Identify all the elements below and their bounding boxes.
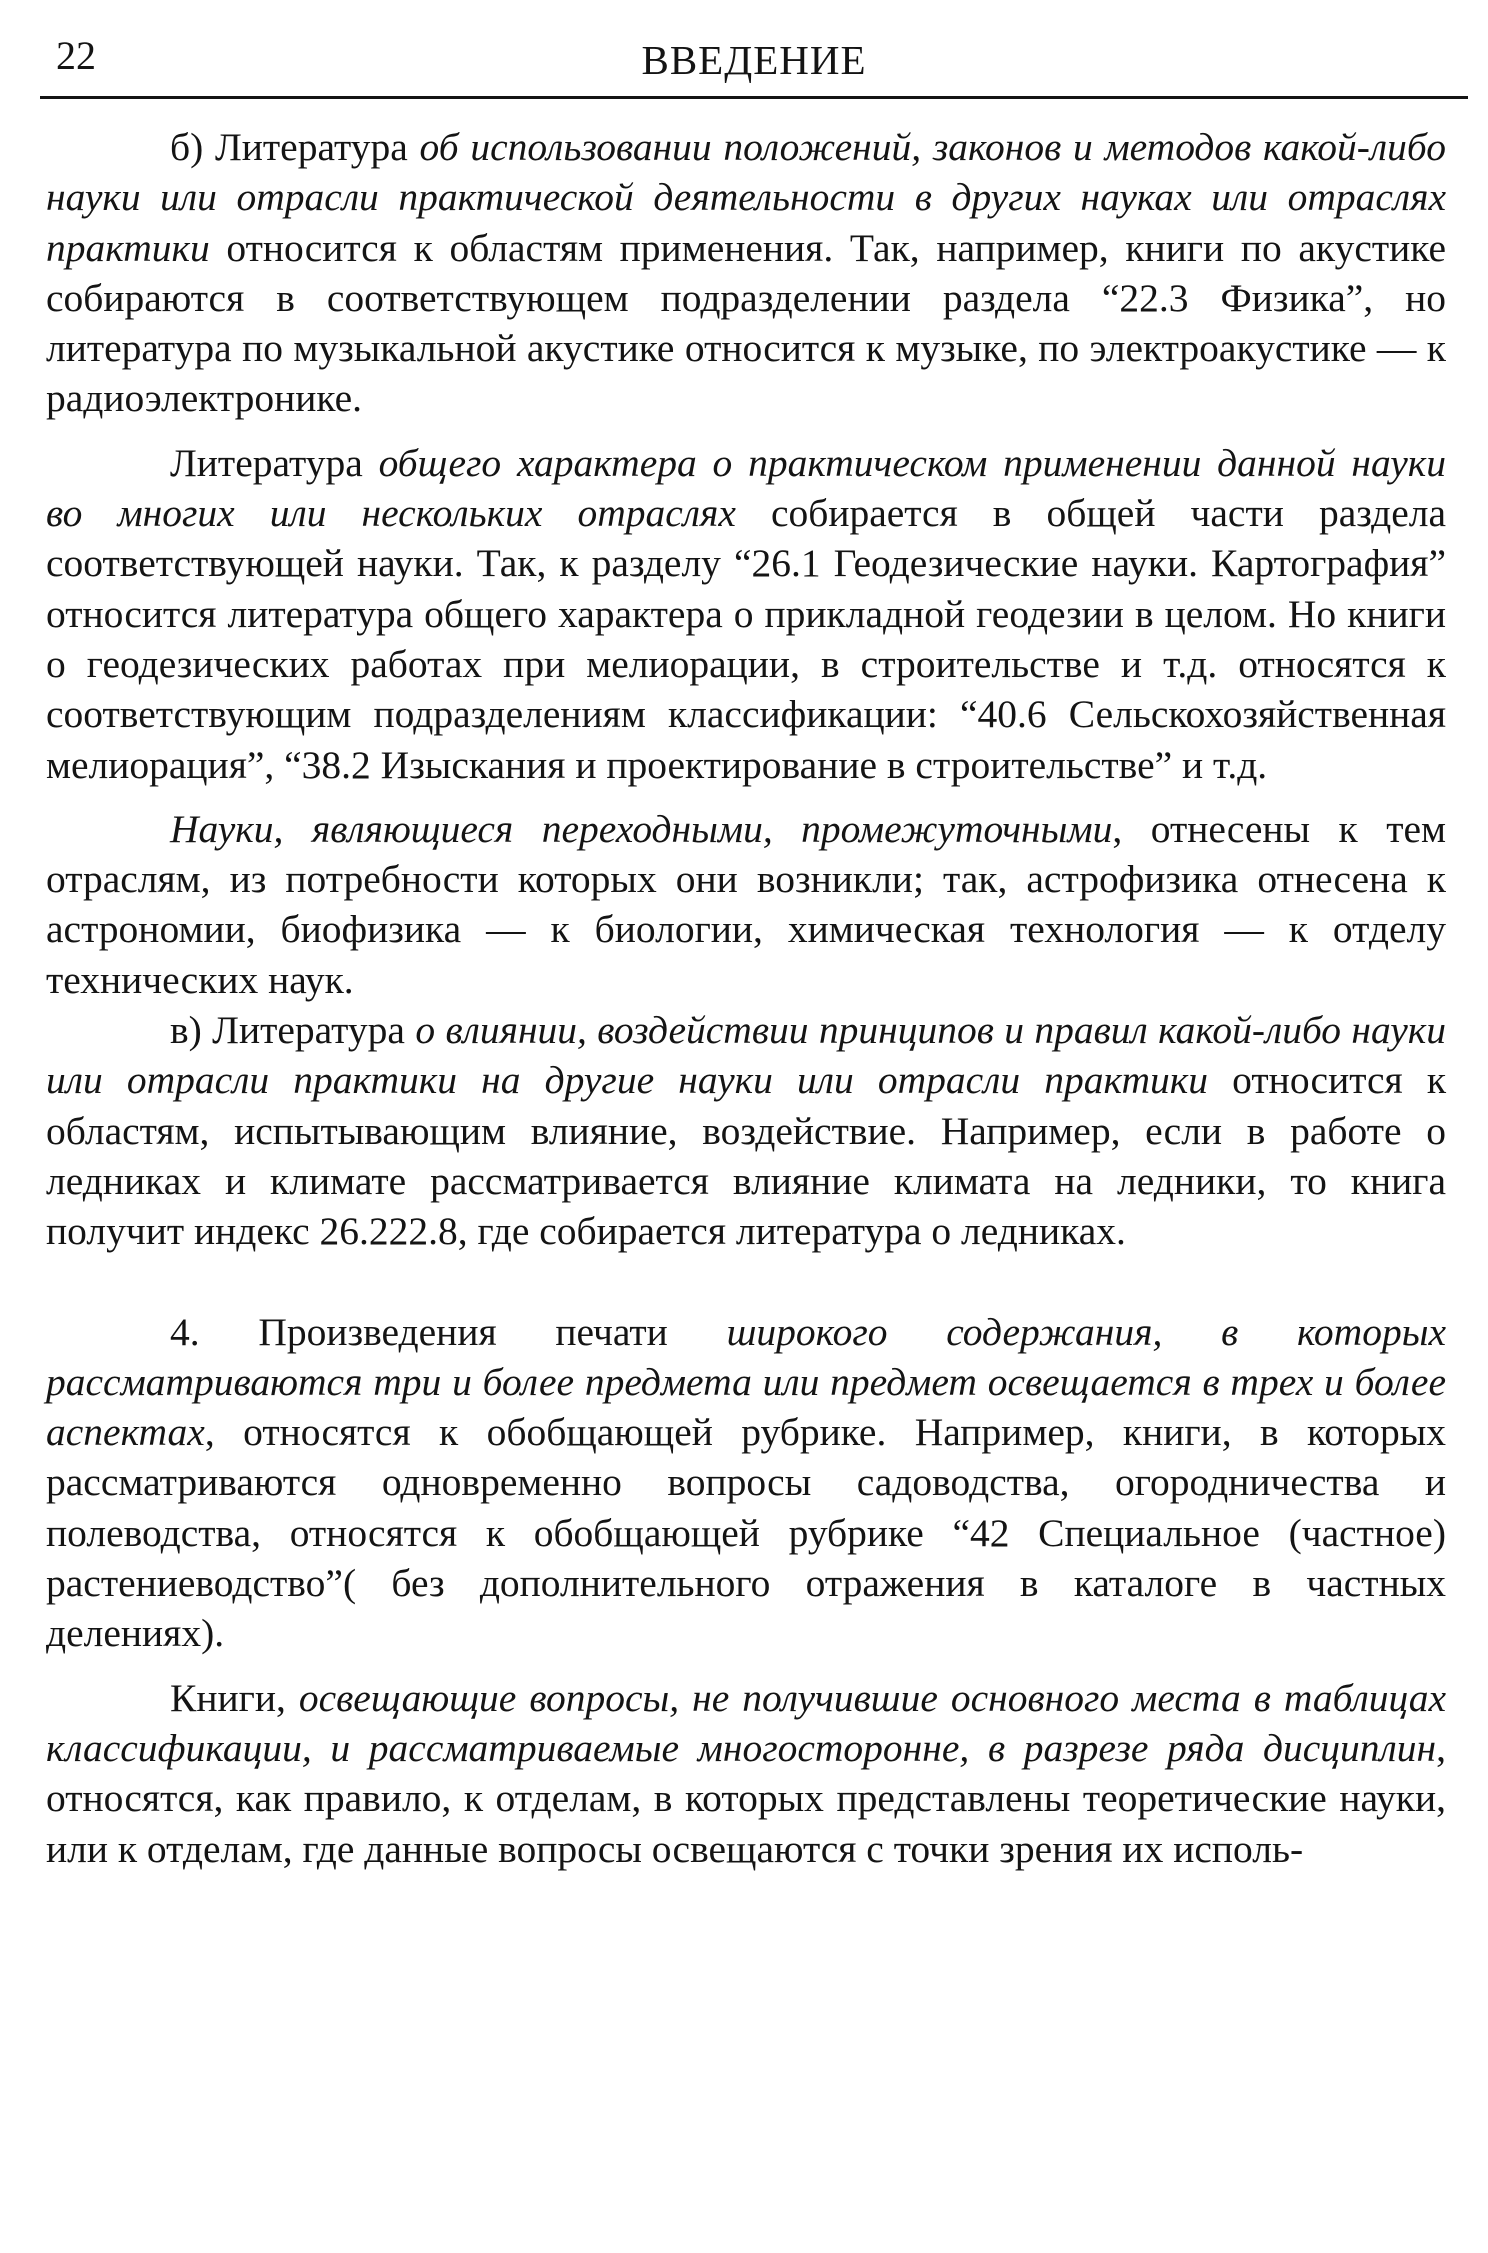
text-segment: Литература: [170, 440, 379, 485]
text-segment: , отнесены к тем отраслям, из потребности которых они возникли; так, астрофизика отнесена к астрономии, биофизика — к биологии, химическая технология — к отделу технических наук.: [46, 806, 1446, 1002]
header-rule: [40, 96, 1468, 99]
italic-segment: о влиянии, воздействии принципов и правил какой-либо науки или отрасли практики на другие науки или отрасли практики: [46, 1008, 1447, 1103]
text-segment: Книги,: [170, 1675, 299, 1720]
text-segment: , относятся, как правило, к отделам, в которых представлены теоретические науки, или к отделам, где данные вопросы освещаются с точки зрения их исполь-: [46, 1725, 1446, 1871]
paragraph-general-application: [46, 438, 1446, 790]
text-segment: относится к областям, испытывающим влияние, воздействие. Например, если в работе о ледниках и климате рассматривается влияние климата на ледники, то книга получит индекс 26.222.8, где собирается литература о ледниках.: [46, 1058, 1447, 1254]
paragraph-b: [46, 122, 1446, 424]
text-segment: в) Литература: [170, 1008, 416, 1053]
italic-segment: об использовании положений, законов и методов какой-либо науки или отрасли практической деятельности в других науках или отраслях практики: [46, 125, 1446, 270]
text-segment: собирается в общей части раздела соответствующей науки. Так, к разделу “26.1 Геодезические науки. Картография” относится литература общего характера о прикладной геодезии в целом. Но книги о геодезических работах при мелиорации, в строительстве и т.д. относятся к соответствующим подразделениям классификации: “40.6 Сельскохозяйственная мелиорация”, “38.2 Изыскания и проектирование в строительстве” и т.д.: [46, 491, 1446, 787]
text-segment: б) Литература: [170, 125, 420, 169]
paragraph-transitional-sciences: [46, 804, 1446, 1005]
page-number: 22: [56, 33, 96, 78]
text-segment: 4. Произведения печати: [170, 1309, 727, 1354]
text-segment: относится к областям применения. Так, например, книги по акустике собираются в соответствующем подразделении раздела “22.3 Физика”, но литература по музыкальной акустике относится к музыке, по электроакустике — к радиоэлектронике.: [46, 225, 1446, 421]
italic-segment: широкого содержания, в которых рассматриваются три и более предмета или предмет освещается в трех и более аспектах: [46, 1309, 1446, 1455]
italic-segment: Науки, являющиеся переходными, промежуточными: [170, 806, 1113, 851]
paragraph-4: [46, 1307, 1446, 1659]
running-title: ВВЕДЕНИЕ: [641, 37, 867, 83]
paragraph-books: [46, 1673, 1446, 1874]
text-segment: , относятся к обобщающей рубрике. Например, книги, в которых рассматриваются одновременно вопросы садоводства, огородничества и полеводства, относятся к обобщающей рубрике “42 Специальное (частное) растениеводство”( без дополнительного отражения в каталоге в частных делениях).: [46, 1410, 1446, 1656]
paragraph-v: [46, 1005, 1446, 1256]
body-text: [46, 122, 1446, 1874]
italic-segment: общего характера о практическом применении данной науки во многих или нескольких отраслях: [46, 440, 1446, 536]
page-header: [40, 28, 1468, 98]
italic-segment: освещающие вопросы, не получившие основного места в таблицах классификации, и рассматриваемые многосторонне, в разрезе ряда дисциплин: [46, 1675, 1446, 1770]
